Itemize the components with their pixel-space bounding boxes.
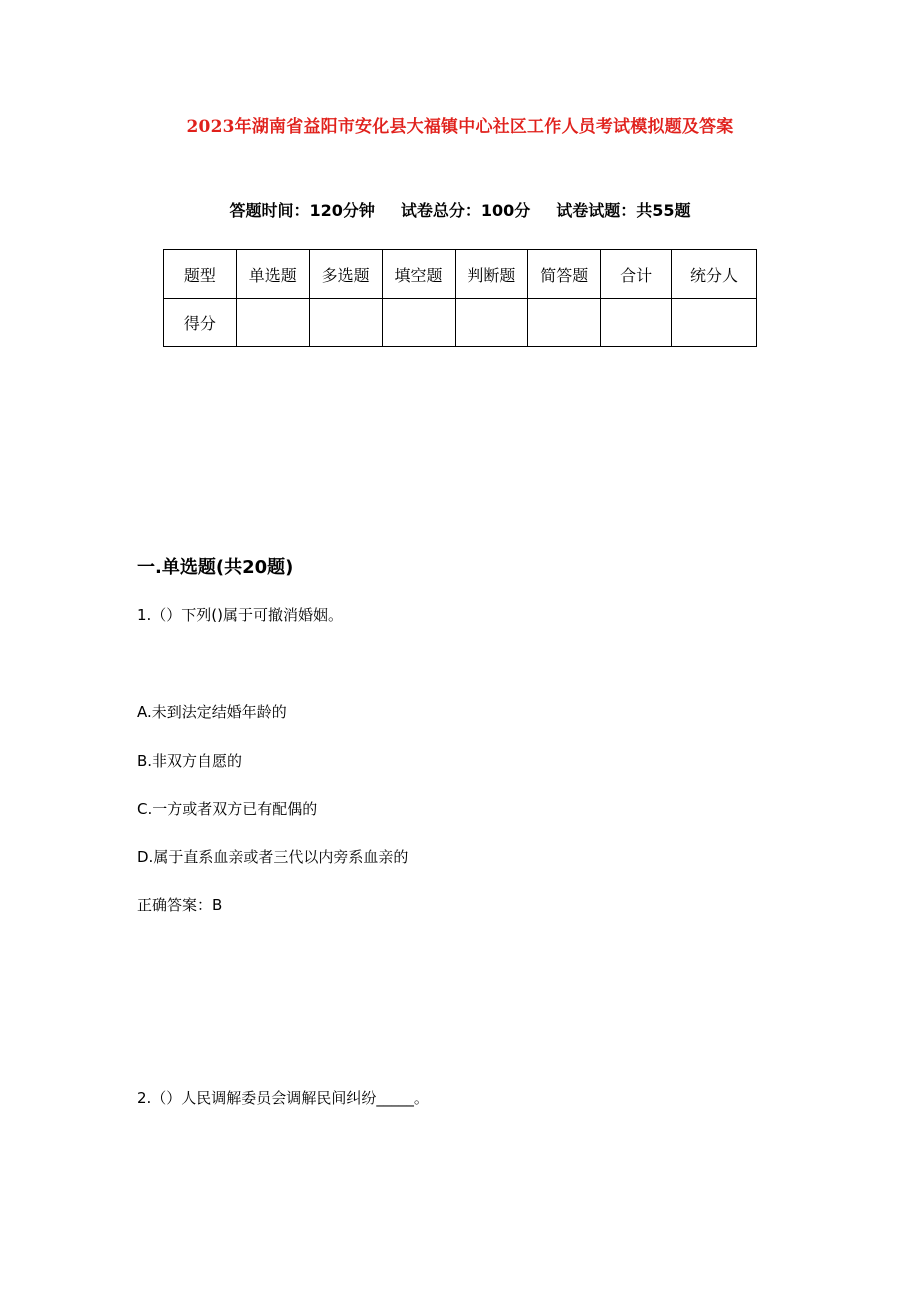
question-1-option-d: D.属于直系血亲或者三代以内旁系血亲的 bbox=[137, 848, 409, 866]
exam-meta bbox=[0, 198, 920, 221]
question-1-option-c: C.一方或者双方已有配偶的 bbox=[137, 800, 318, 818]
score-row-label: 得分 bbox=[164, 299, 237, 347]
exam-time: 答题时间：120分钟 bbox=[229, 201, 375, 220]
question-1-answer: 正确答案：B bbox=[137, 896, 223, 914]
score-table-header: 单选题 bbox=[236, 250, 309, 299]
score-table-header: 判断题 bbox=[455, 250, 528, 299]
score-table-header: 多选题 bbox=[309, 250, 382, 299]
score-cell bbox=[601, 299, 672, 347]
score-cell bbox=[455, 299, 528, 347]
section-title: 一.单选题(共20题) bbox=[137, 557, 294, 578]
exam-question-count: 试卷试题：共55题 bbox=[556, 201, 691, 220]
question-1-stem: 1.（）下列()属于可撤消婚姻。 bbox=[137, 606, 344, 624]
score-cell bbox=[672, 299, 757, 347]
question-1-option-b: B.非双方自愿的 bbox=[137, 752, 243, 770]
score-table-header: 简答题 bbox=[528, 250, 601, 299]
score-table-header: 题型 bbox=[164, 250, 237, 299]
score-cell bbox=[528, 299, 601, 347]
score-cell bbox=[382, 299, 455, 347]
score-table-header: 填空题 bbox=[382, 250, 455, 299]
document-title: 2023年湖南省益阳市安化县大福镇中心社区工作人员考试模拟题及答案 bbox=[186, 117, 734, 137]
question-1-option-a: A.未到法定结婚年龄的 bbox=[137, 703, 287, 721]
score-cell bbox=[236, 299, 309, 347]
score-table-header-row bbox=[164, 250, 757, 299]
score-table-row bbox=[164, 299, 757, 347]
score-table-header: 统分人 bbox=[672, 250, 757, 299]
score-cell bbox=[309, 299, 382, 347]
score-table bbox=[163, 249, 757, 347]
question-2-stem: 2.（）人民调解委员会调解民间纠纷_____。 bbox=[137, 1089, 429, 1107]
score-table-header: 合计 bbox=[601, 250, 672, 299]
exam-total-score: 试卷总分：100分 bbox=[400, 201, 531, 220]
